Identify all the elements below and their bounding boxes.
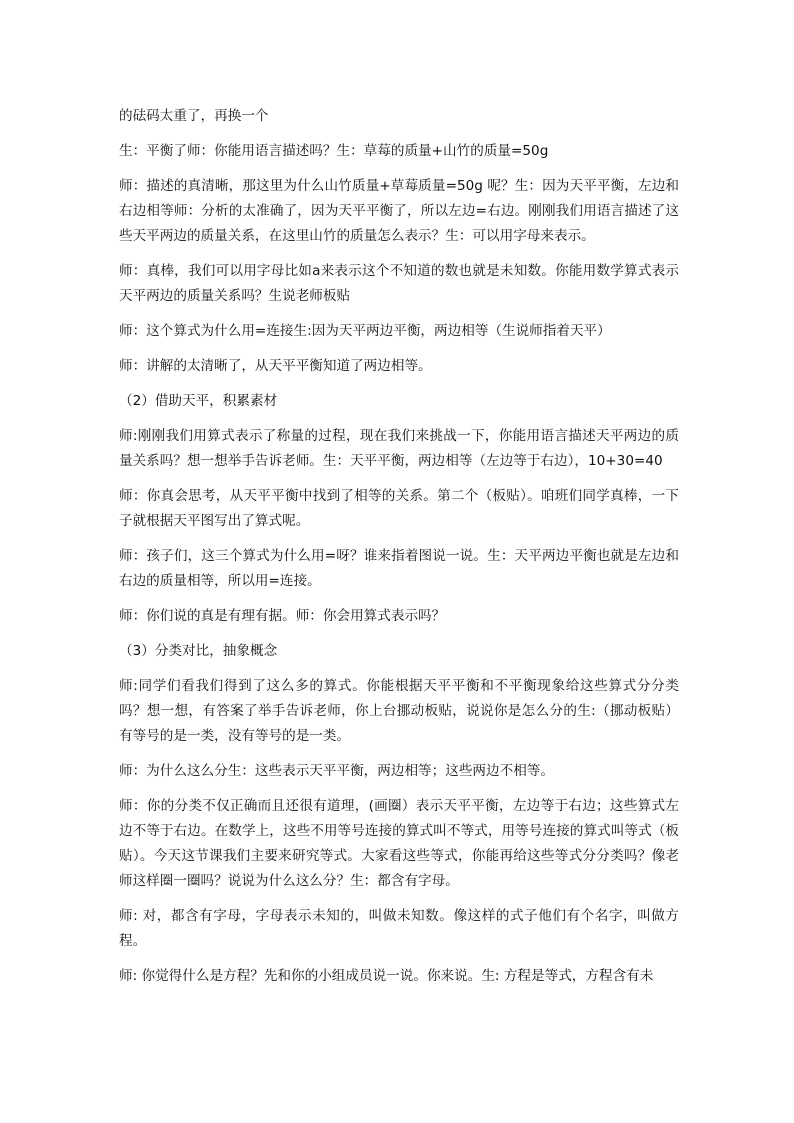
paragraph-13: 师：你的分类不仅正确而且还很有道理，(画圈）表示天平平衡，左边等于右边；这些算式左边不等于右边。在数学上，这些不用等号连接的算式叫不等式，用等号连接的算式叫等式（板贴）。今天这节课我们主要来研究等式。大家看这些等式，你能再给这些等式分分类吗？像老师这样圈一圈吗？说说为什么这么分？生：都含有字母。 [119, 798, 679, 889]
paragraph-8: 师：你真会思考，从天平平衡中找到了相等的关系。第二个（板贴）。咱班们同学真棒，一下子就根据天平图写出了算式呢。 [119, 488, 679, 529]
paragraph-7: 师:刚刚我们用算式表示了称量的过程，现在我们来挑战一下，你能用语言描述天平两边的质量关系吗？想一想举手告诉老师。生：天平平衡，两边相等（左边等于右边），10+30=40 [119, 428, 679, 469]
section-heading-3: （3）分类对比，抽象概念 [119, 643, 278, 659]
paragraph-5: 师：这个算式为什么用=连接生:因为天平两边平衡，两边相等（生说师指着天平） [119, 323, 611, 339]
paragraph-4: 师：真棒，我们可以用字母比如a来表示这个不知道的数也就是未知数。你能用数学算式表示天平两边的质量关系吗？生说老师板贴 [119, 263, 679, 304]
paragraph-3: 师：描述的真清晰，那这里为什么山竹质量+草莓质量=50g 呢？生：因为天平平衡，左边和右边相等师：分析的太准确了，因为天平平衡了，所以左边=右边。刚刚我们用语言描述了这些天平两边的质量关系，在这里山竹的质量怎么表示？生：可以用字母来表示。 [119, 178, 679, 244]
paragraph-11: 师:同学们看我们得到了这么多的算式。你能根据天平平衡和不平衡现象给这些算式分分类吗？想一想，有答案了举手告诉老师，你上台挪动板贴，说说你是怎么分的生:（挪动板贴）有等号的是一类，没有等号的是一类。 [119, 678, 679, 744]
paragraph-2: 生：平衡了师：你能用语言描述吗？生：草莓的质量+山竹的质量=50g [119, 143, 549, 159]
section-heading-2: （2）借助天平，积累素材 [119, 393, 278, 409]
paragraph-9: 师：孩子们，这三个算式为什么用=呀？谁来指着图说一说。生：天平两边平衡也就是左边和右边的质量相等，所以用=连接。 [119, 548, 679, 589]
paragraph-10: 师：你们说的真是有理有据。师：你会用算式表示吗？ [119, 608, 446, 624]
document-body [119, 104, 679, 999]
paragraph-1: 的砝码太重了，再换一个 [119, 108, 269, 124]
paragraph-6: 师：讲解的太清晰了，从天平平衡知道了两边相等。 [119, 358, 432, 374]
paragraph-14: 师: 对，都含有字母，字母表示未知的，叫做未知数。像这样的式子他们有个名字，叫做方程。 [119, 908, 679, 949]
paragraph-15: 师: 你觉得什么是方程？先和你的小组成员说一说。你来说。生: 方程是等式，方程含有未 [119, 968, 654, 984]
paragraph-12: 师：为什么这么分生：这些表示天平平衡，两边相等；这些两边不相等。 [119, 763, 554, 779]
